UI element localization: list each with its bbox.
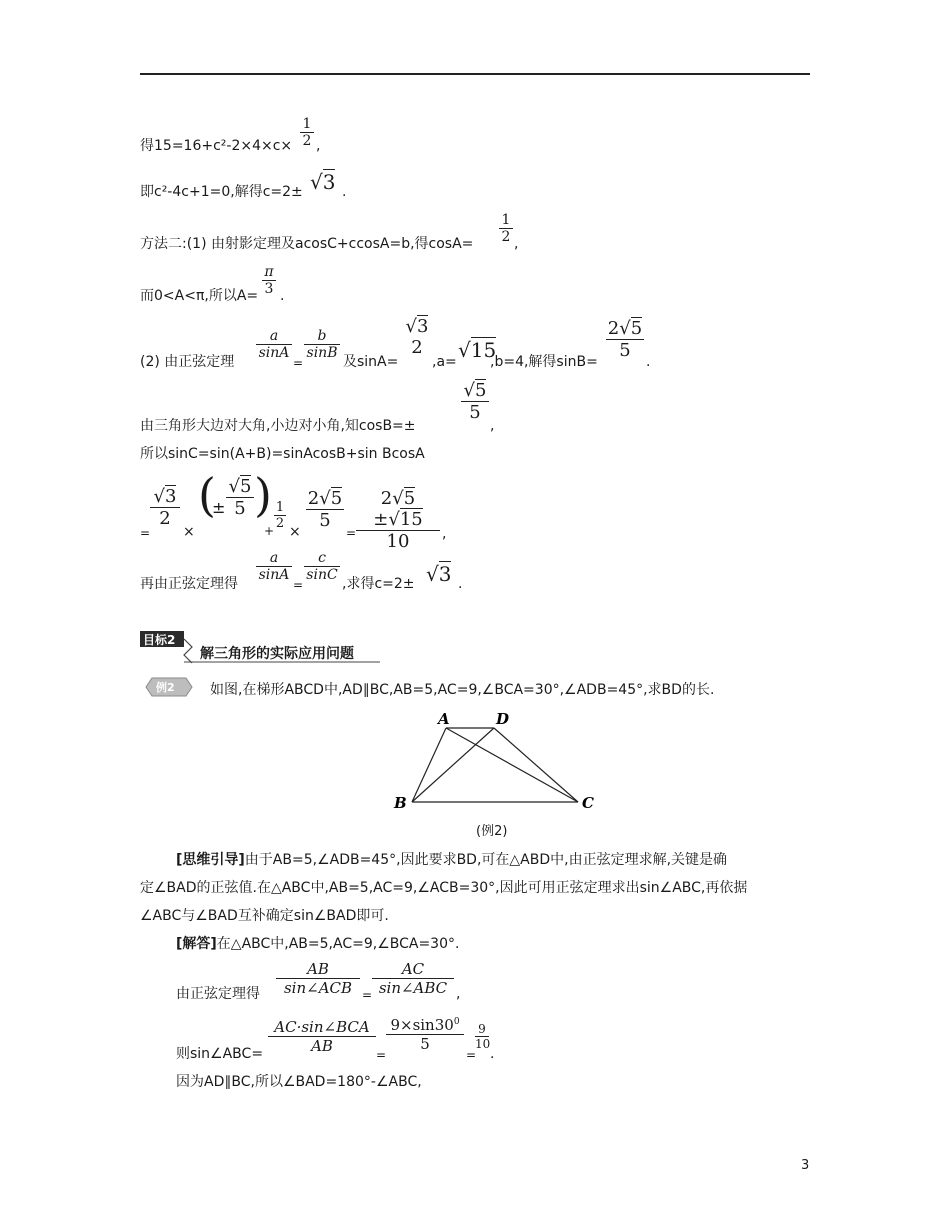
numerator: AB [307,960,329,978]
plus-minus: ± [212,498,226,517]
fraction-AB-sinACB [276,960,360,997]
radicand: 5 [630,318,643,339]
line-2 [140,184,303,201]
answer-line-4: 因为AD∥BC,所以∠BAD=180°-∠ABC, [176,1074,422,1090]
fraction-9sin30-5 [386,1016,464,1053]
answer-line-3: 则sin∠ABC= [176,1046,264,1062]
guide-label: [思维引导] [176,852,245,868]
header-rule [140,73,810,75]
punct: , [442,526,447,542]
equals: = [376,1048,387,1062]
fraction-2sqrt5-5: 2√5 5 [607,318,643,361]
radicand: 3 [322,170,336,194]
radicand: 5 [240,476,252,497]
label-C: C [582,794,594,812]
text: ,a= [432,354,457,370]
fraction-c-sinC [304,550,340,583]
numerator: c [318,550,326,566]
numerator: π [264,264,274,280]
text: ,求得c=2± [342,576,415,592]
answer-line-1 [176,936,459,953]
edge-AB [412,728,446,802]
text: 所以sinC=sin(A+B)=sinAcosB+sin BcosA [140,446,425,462]
example-badge-graphic [144,676,194,698]
radicand: 15 [470,338,497,362]
guide-line-1 [176,852,727,869]
fraction-sqrt3-2: √3 2 [402,316,432,358]
trapezoid-figure [390,708,610,820]
example-text: 如图,在梯形ABCD中,AD∥BC,AB=5,AC=9,∠BCA=30°,∠ADB=45°,求BD的长. [210,682,715,698]
equals: = [466,1048,477,1062]
equals: = [293,578,304,592]
fraction-sqrt5-5: √5 5 [226,476,254,519]
fraction-ACsinBCA-AB [268,1018,376,1055]
radicand: 5 [330,488,343,509]
label-B: B [394,794,407,812]
numerator: AC·sin∠BCA [274,1018,370,1036]
text: 方法二:(1) 由射影定理及acosC+ccosA=b,得cosA= [140,236,474,252]
fraction-half-3 [274,500,286,531]
fraction-a-sinA [256,550,292,583]
guide-text: 由于AB=5,∠ADB=45°,因此要求BD,可在△ABD中,由正弦定理求解,关键是确 [244,852,728,868]
numerator: 9 [478,1022,486,1036]
text: 及sinA= [343,354,399,370]
denominator: 2 [501,229,511,245]
denominator: sinB [306,345,338,361]
fraction-2sqrt5-5: 2√5 5 [307,488,343,531]
sqrt3: √3 [310,170,336,194]
fraction-half [300,116,314,149]
punct: . [342,184,347,200]
radicand: 3 [165,486,177,507]
line-6 [140,418,416,435]
text: 再由正弦定理得 [140,576,238,592]
left-paren: ( [198,468,216,522]
line-3 [140,236,473,253]
diagonal-BD [412,728,494,802]
fraction-sqrt3-2: √3 2 [150,486,180,529]
equals: = [346,526,357,540]
line-4 [140,288,258,305]
answer-label: [解答] [176,936,217,952]
text: 而0<A<π,所以A= [140,288,259,304]
radicand: 5 [475,380,487,401]
plus-minus: ± [373,509,389,530]
fraction-half-2 [499,212,513,245]
text: 由三角形大边对大角,小边对小角,知cosB=± [140,418,416,434]
fraction-a-sinA [256,328,292,361]
guide-line-2: 定∠BAD的正弦值.在△ABC中,AB=5,AC=9,∠ACB=30°,因此可用正弦定理求出sin∠ABC,再依据 [140,880,748,896]
denominator: 3 [264,281,274,297]
denominator: 5 [619,340,631,361]
plus: + [264,524,275,538]
numerator: 9×sin30 [390,1016,454,1034]
numerator: a [269,550,279,566]
fraction-9-10 [475,1022,489,1051]
line-5 [140,354,234,371]
punct: . [490,1046,495,1062]
punct: , [316,138,321,154]
punct: , [514,236,519,252]
fraction-AC-sinABC [372,960,454,997]
target-label: 目标2 [143,633,176,647]
punct: . [280,288,285,304]
denominator: sinC [306,567,338,583]
label-A: A [438,710,450,728]
fraction-b-sinB [304,328,340,361]
example-badge [144,676,194,702]
denominator: 5 [234,498,246,519]
right-paren: ) [254,468,272,522]
radicand: 3 [417,316,429,337]
example-label: 例2 [156,681,175,694]
denominator: 5 [420,1035,430,1053]
coef: 2 [607,318,620,339]
denominator: 2 [411,337,423,358]
denominator: sin∠ACB [283,979,353,997]
label-D: D [496,710,510,728]
fraction-pi-3 [262,264,276,297]
numerator: AC [401,960,425,978]
denominator: 5 [469,402,481,423]
text: (2) 由正弦定理 [140,354,235,370]
line-9 [140,576,238,593]
punct: , [456,986,461,1002]
denominator: 2 [302,133,312,149]
punct: , [490,418,495,434]
page-number: 3 [801,1158,810,1173]
denominator: 2 [159,508,171,529]
fraction-sqrt5-5: √5 5 [461,380,489,423]
times: × [289,524,301,540]
denominator: sinA [258,567,290,583]
text: ,b=4,解得sinB= [490,354,598,370]
answer-text: 在△ABC中,AB=5,AC=9,∠BCA=30°. [216,936,460,952]
guide-line-3: ∠ABC与∠BAD互补确定sin∠BAD即可. [140,908,389,924]
denominator: 10 [475,1037,491,1051]
numerator: 1 [302,116,312,132]
answer-line-2: 由正弦定理得 [176,986,260,1002]
times: × [183,524,195,540]
fraction-result: 2√5 ±√15 10 [356,488,440,552]
numerator: 1 [275,500,285,515]
edge-DC [494,728,578,802]
sqrt15: √15 [458,338,497,362]
denominator: 10 [386,531,410,552]
denominator: 2 [275,516,285,531]
text: 得15=16+c²-2×4×c× [140,138,293,154]
target-title: 解三角形的实际应用问题 [200,646,354,662]
text: 即c²-4c+1=0,解得c=2± [140,184,303,200]
line-1 [140,138,292,155]
denominator: sin∠ABC [378,979,448,997]
figure-caption: (例2) [476,824,508,839]
diagonal-AC [446,728,578,802]
equals: = [362,988,373,1002]
equals: = [293,356,304,370]
coef: 2 [380,488,393,509]
numerator: b [317,328,327,344]
radicand: 15 [399,509,423,530]
radicand: 3 [438,562,452,586]
sqrt3: √3 [426,562,452,586]
denominator: AB [311,1037,333,1055]
numerator: a [269,328,279,344]
punct: . [458,576,463,592]
equals: = [140,526,151,540]
punct: . [646,354,651,370]
denominator: sinA [258,345,290,361]
coef: 2 [307,488,320,509]
degree-sup: 0 [453,1017,460,1027]
numerator: 1 [501,212,511,228]
denominator: 5 [319,510,331,531]
radicand: 5 [403,488,416,509]
line-7 [140,446,425,463]
